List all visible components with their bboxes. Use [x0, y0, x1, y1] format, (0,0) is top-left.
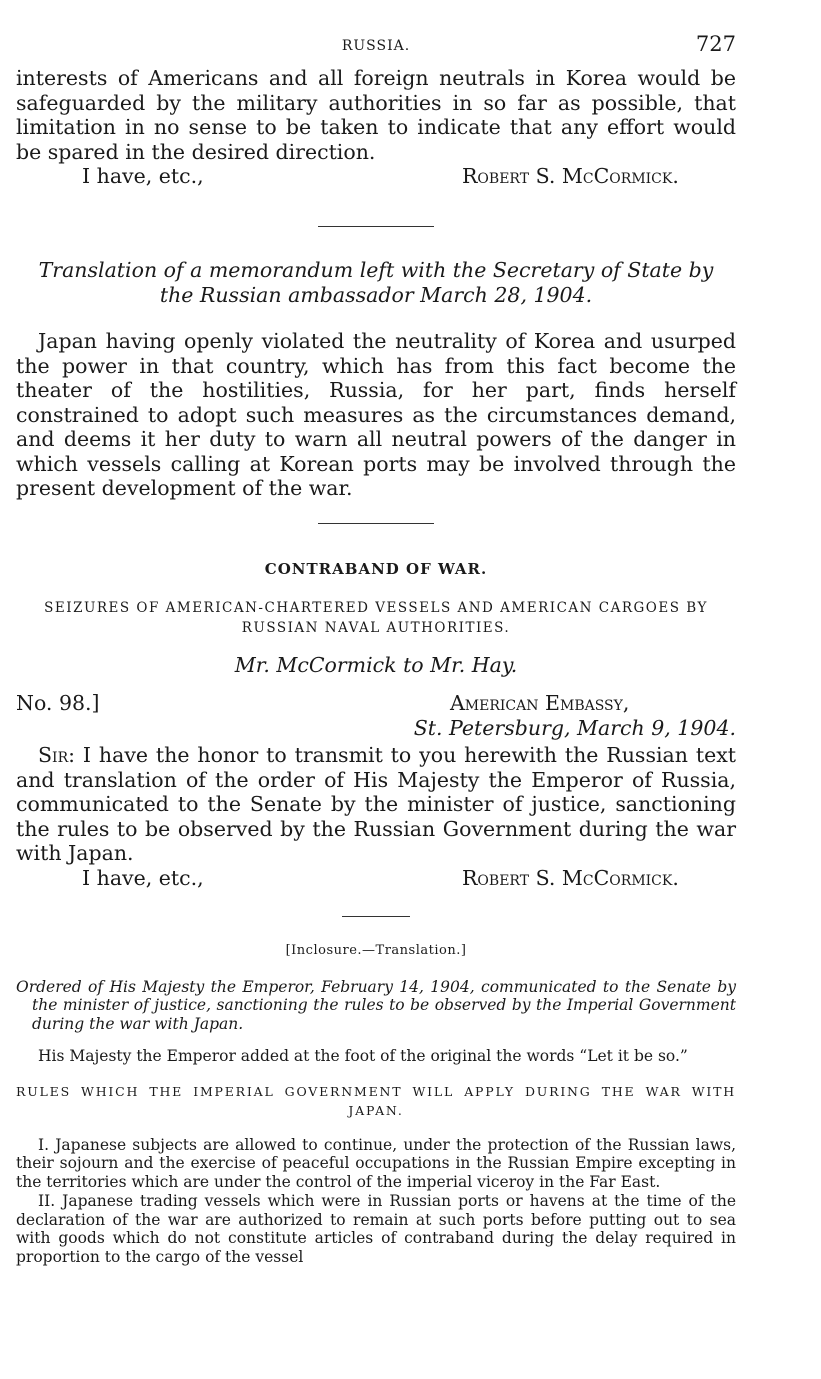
letter-body	[16, 743, 736, 866]
rules-heading-line-1: RULES WHICH THE IMPERIAL GOVERNMENT WILL APPLY DURING THE WAR WITH	[16, 1083, 736, 1099]
place-date: St. Petersburg, March 9, 1904.	[413, 716, 736, 740]
letter-heading: Mr. McCormick to Mr. Hay.	[234, 652, 518, 677]
inclosure-label: [Inclosure.—Translation.]	[285, 942, 467, 958]
page-number: 727	[695, 32, 736, 56]
signer-name: Robert S. McCormick.	[462, 865, 679, 890]
running-title: RUSSIA.	[341, 38, 411, 54]
inclosure-note: His Majesty the Emperor added at the foot of the original the words “Let it be so.”	[38, 1047, 688, 1065]
dispatch-number: No. 98.]	[16, 691, 100, 715]
rule-paragraph: II. Japanese trading vessels which were in Russian ports or havens at the time of the declaration of the war are authorized to remain at such ports before putting out to sea with goods which do not constitute articles of contraband during the delay required in proportion to the cargo of the vessel	[16, 1192, 736, 1266]
inclosure-title: Ordered of His Majesty the Emperor, February 14, 1904, communicated to the Senate by the minister of justice, sanctioning the rules to be observed by the Imperial Government during the war with Japan.	[16, 977, 736, 1033]
signer-name: Robert S. McCormick.	[462, 164, 679, 188]
rules-heading-line-2: JAPAN.	[348, 1102, 404, 1118]
divider	[318, 523, 434, 524]
running-header	[16, 30, 736, 60]
memorandum-title: Translation of a memorandum left with the Secretary of State by the Russian ambassador March 28, 1904.	[38, 258, 714, 307]
closing-salutation: I have, etc.,	[82, 164, 204, 188]
document-page	[16, 30, 736, 1266]
divider	[342, 916, 410, 917]
divider	[318, 226, 434, 227]
section-subtitle: SEIZURES OF AMERICAN-CHARTERED VESSELS AND AMERICAN CARGOES BY RUSSIAN NAVAL AUTHORITIES.	[44, 599, 708, 636]
closing-signature-1	[16, 164, 736, 190]
letter-body-text: I have the honor to transmit to you herewith the Russian text and translation of the order of His Majesty the Emperor of Russia, communicated to the Senate by the minister of justice, sanctioning the rules to be observed by the Russian Government during the war with Japan.	[16, 743, 736, 865]
letter-address	[16, 689, 736, 741]
closing-salutation: I have, etc.,	[82, 865, 204, 890]
rules-heading	[16, 1082, 736, 1120]
continuation-paragraph: interests of Americans and all foreign neutrals in Korea would be safeguarded by the military authorities in so far as possible, that limitation in no sense to be taken to indicate that any effort would be spared in the desired direction.	[16, 66, 736, 164]
section-title: CONTRABAND OF WAR.	[264, 559, 488, 578]
memorandum-paragraph: Japan having openly violated the neutrality of Korea and usurped the power in that country, which has from this fact become the theater of the hostilities, Russia, for her part, finds herself constrained to adopt such measures as the circumstances demand, and deems it her duty to warn all neutral powers of the danger in which vessels calling at Korean ports may be involved through the present development of the war.	[16, 329, 736, 500]
letter-salutation: Sir:	[38, 743, 76, 767]
closing-signature-2	[16, 866, 736, 892]
rule-paragraph: I. Japanese subjects are allowed to continue, under the protection of the Russian laws, their sojourn and the exercise of peaceful occupations in the Russian Empire excepting in the territories which are under the control of the imperial viceroy in the Far East.	[16, 1135, 736, 1191]
embassy-name: American Embassy,	[450, 691, 630, 715]
